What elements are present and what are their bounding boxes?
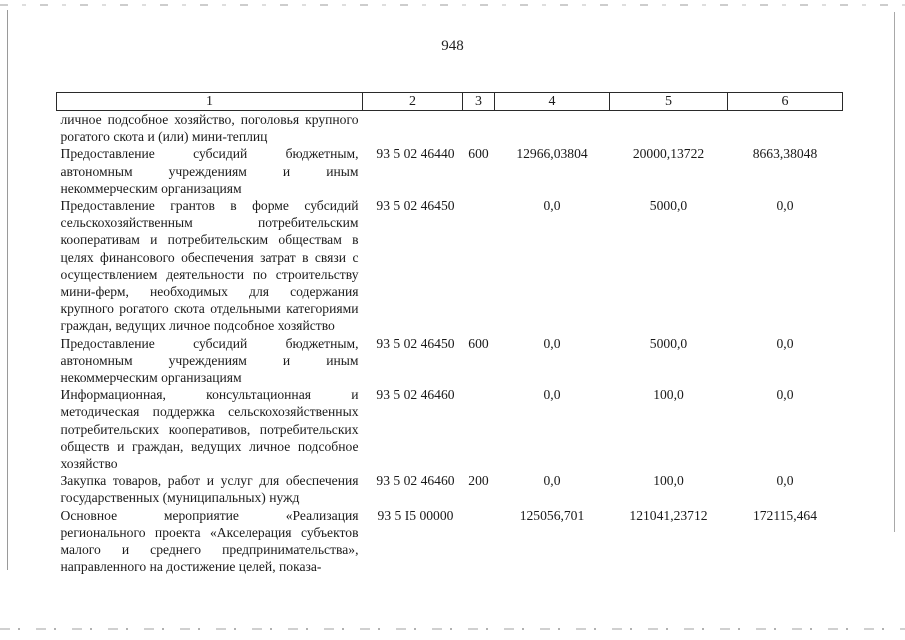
scan-edge-right <box>894 12 895 532</box>
header-col-6: 6 <box>728 93 843 111</box>
header-col-2: 2 <box>363 93 463 111</box>
row-amount-col6 <box>728 111 843 146</box>
header-row <box>57 93 843 111</box>
table-header <box>57 93 843 111</box>
row-description: Закупка товаров, работ и услуг для обеспечения государственных (муниципальных) нужд <box>60 473 359 506</box>
row-code: 93 5 02 46460 <box>376 473 455 489</box>
row-code: 93 5 I5 00000 <box>377 507 454 523</box>
row-amount-col4: 0,0 <box>543 198 561 214</box>
table-row <box>57 472 843 506</box>
row-amount-col5 <box>610 111 728 146</box>
row-description: личное подсобное хозяйство, поголовья крупного рогатого скота и (или) мини-теплиц <box>60 112 359 145</box>
row-expense-type <box>463 111 495 146</box>
row-amount-col4: 125056,701 <box>519 507 585 523</box>
scan-edge-top <box>0 4 905 6</box>
row-expense-type: 600 <box>468 335 489 351</box>
scan-edge-left <box>7 10 8 570</box>
table-row <box>57 197 843 335</box>
row-amount-col4: 0,0 <box>543 387 561 403</box>
table-row <box>57 335 843 387</box>
row-amount-col6: 0,0 <box>776 198 794 214</box>
row-description: Предоставление субсидий бюджетным, автономным учреждениям и иным некоммерческим организациям <box>60 335 359 386</box>
row-amount-col6: 0,0 <box>776 335 794 351</box>
table-row <box>57 386 843 472</box>
row-amount-col5: 5000,0 <box>649 335 688 351</box>
scan-edge-bottom <box>0 628 905 630</box>
table-row <box>57 507 843 576</box>
header-col-3: 3 <box>463 93 495 111</box>
row-amount-col4: 12966,03804 <box>516 146 588 162</box>
table-body <box>57 111 843 576</box>
row-description: Информационная, консультационная и методическая поддержка сельскохозяйственных потребительских кооперативов, потребительских обществ и граждан, ведущих личное подсобное хозяйство <box>60 387 359 472</box>
row-amount-col6: 0,0 <box>776 473 794 489</box>
row-amount-col5: 20000,13722 <box>632 146 705 162</box>
row-expense-type <box>463 507 495 576</box>
row-amount-col4 <box>495 111 610 146</box>
row-amount-col4: 0,0 <box>543 473 561 489</box>
row-description: Предоставление грантов в форме субсидий сельскохозяйственным потребительским кооперативам и потребительским обществам в целях финансового обеспечения затрат в связи с осуществлением деятельности по строительству мини-ферм, необходимых для содержания крупного рогатого скота отдельными категориями граждан, ведущих личное подсобное хозяйство <box>60 198 359 334</box>
row-code: 93 5 02 46460 <box>376 387 455 403</box>
header-col-1: 1 <box>57 93 363 111</box>
row-expense-type <box>463 197 495 335</box>
row-code: 93 5 02 46450 <box>376 335 455 351</box>
row-expense-type: 200 <box>468 473 489 489</box>
row-code <box>363 111 463 146</box>
row-amount-col4: 0,0 <box>543 335 561 351</box>
header-col-5: 5 <box>610 93 728 111</box>
row-description: Предоставление субсидий бюджетным, автономным учреждениям и иным некоммерческим организациям <box>60 146 359 196</box>
row-amount-col6: 8663,38048 <box>752 146 818 162</box>
row-amount-col5: 5000,0 <box>649 198 688 214</box>
row-description: Основное мероприятие «Реализация регионального проекта «Акселерация субъектов малого и среднего предпринимательства», направленного на достижение целей, показа- <box>60 507 359 575</box>
header-col-4: 4 <box>495 93 610 111</box>
page-number: 948 <box>441 38 464 54</box>
row-code: 93 5 02 46440 <box>376 146 455 162</box>
budget-table <box>56 92 843 575</box>
row-amount-col5: 100,0 <box>653 387 684 403</box>
table-row <box>57 145 843 197</box>
row-expense-type: 600 <box>468 146 489 162</box>
row-code: 93 5 02 46450 <box>376 198 455 214</box>
row-expense-type <box>463 386 495 472</box>
table-row <box>57 111 843 146</box>
row-amount-col5: 121041,23712 <box>629 507 708 523</box>
row-amount-col6: 0,0 <box>776 387 794 403</box>
row-amount-col6: 172115,464 <box>752 507 818 523</box>
row-amount-col5: 100,0 <box>653 473 684 489</box>
